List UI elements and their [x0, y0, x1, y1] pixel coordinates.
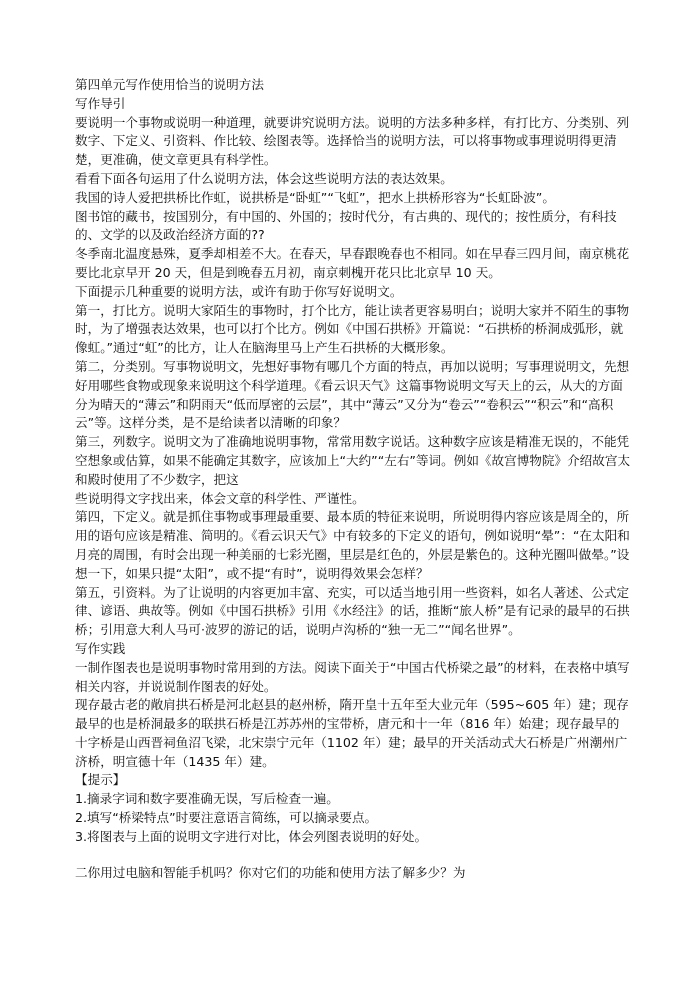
paragraph: 看看下面各句运用了什么说明方法，体会这些说明方法的表达效果。 [75, 170, 453, 186]
tip-item: 3.将图表与上面的说明文字进行对比，体会列图表说明的好处。 [75, 828, 428, 844]
method-citation: 第五，引资料。为了让说明的内容更加丰富、充实，可以适当地引用一些资料，如名人著述、公式定律、谚语、典故等。例如《中国石拱桥》引用《水经注》的话，推断“旅人桥”是有记录的最早的石拱桥；引用意大利人马可·波罗的游记的话，说明卢沟桥的“独一无二”“闻名世界”。 [75, 584, 630, 638]
task-two: 二你用过电脑和智能手机吗？你对它们的功能和使用方法了解多少？为 [75, 864, 466, 880]
paragraph: 下面提示几种重要的说明方法，或许有助于你写好说明文。 [75, 283, 403, 299]
method-definition: 第四，下定义。就是抓住事物或事理最重要、最本质的特征来说明，所说明得内容应该是周全的，所用的语句应该是精准、简明的。《看云识天气》中有较多的下定义的语句，例如说明“晕”：“在太阳和月亮的周围，有时会出现一种美丽的七彩光圈，里层是红色的，外层是紫色的。这种光圈叫做晕。”设想一下，如果只提“太阳”，或不提“有时”，说明得效果会怎样？ [75, 509, 630, 581]
tips-heading: 【提示】 [75, 772, 126, 788]
method-classification: 第二，分类别。写事物说明文，先想好事物有哪几个方面的特点，再加以说明；写事理说明文，先想好用哪些食物或现象来说明这个科学道理。《看云识天气》这篇事物说明文写天上的云，从大的方面分为晴天的“薄云”和阴雨天“低而厚密的云层”，其中“薄云”又分为“卷云”“卷积云”“积云”和“高积云”等。这样分类，是不是给读者以清晰的印象？ [75, 358, 630, 431]
example-sentence: 冬季南北温度悬殊，夏季却相差不大。在春天，早春跟晚春也不相同。如在早春三四月间，南京桃花要比北京早开 20 天，但是到晚春五月初，南京刺槐开花只比北京早 10 天。 [75, 246, 630, 280]
example-sentence: 图书馆的藏书，按国别分，有中国的、外国的；按时代分，有古典的、现代的；按性质分，有科技的、文学的以及政治经济方面的?? [75, 208, 617, 243]
section-heading-practice: 写作实践 [75, 640, 126, 656]
tip-item: 2.填写“桥梁特点”时要注意语言简练，可以摘录要点。 [75, 810, 378, 826]
task-one: 一制作图表也是说明事物时常用到的方法。阅读下面关于“中国古代桥梁之最”的材料，在表格中填写相关内容，并说说制作图表的好处。 [75, 659, 630, 694]
bridge-material: 现存最古老的敞肩拱石桥是河北赵县的赵州桥，隋开皇十五年至大业元年（595~605 年）建；现存最早的也是桥洞最多的联拱石桥是江苏苏州的宝带桥，唐元和十一年（816 年）始建；现存最早的十字桥是山西晋祠鱼沼飞梁，北宋崇宁元年（1102 年）建；最早的开关活动式大石桥是广州潮州广济桥，明宣德十年（1435 年）建。 [75, 697, 629, 769]
document-body [75, 76, 631, 882]
method-numbers-continued: 些说明得文字找出来，体会文章的科学性、严谨性。 [75, 490, 365, 506]
blank-spacer [75, 847, 631, 864]
tip-item: 1.摘录字词和数字要准确无误，写后检查一遍。 [75, 791, 339, 807]
section-heading-guide: 写作导引 [75, 95, 126, 111]
document-title: 第四单元写作使用恰当的说明方法 [75, 77, 264, 92]
method-analogy: 第一，打比方。说明大家陌生的事物时，打个比方，能让读者更容易明白；说明大家并不陌生的事物时，为了增强表达效果，也可以打个比方。例如《中国石拱桥》开篇说：“石拱桥的桥洞成弧形，就像虹。”通过“虹”的比方，让人在脑海里马上产生石拱桥的大概形象。 [75, 302, 630, 356]
example-sentence: 我国的诗人爱把拱桥比作虹，说拱桥是“卧虹”“飞虹”，把水上拱桥形容为“长虹卧波”。 [75, 189, 555, 205]
paragraph: 要说明一个事物或说明一种道理，就要讲究说明方法。说明的方法多种多样，有打比方、分类别、列数字、下定义、引资料、作比较、绘图表等。选择恰当的说明方法，可以将事物或事理说明得更清楚，更准确，使文章更具有科学性。 [75, 114, 630, 168]
method-numbers: 第三，列数字。说明文为了准确地说明事物，常常用数字说话。这种数字应该是精准无误的，不能凭空想象或估算，如果不能确定其数字，应该加上“大约”“左右”等词。例如《故宫博物院》介绍故宫太和殿时使用了不少数字，把这 [75, 434, 631, 487]
